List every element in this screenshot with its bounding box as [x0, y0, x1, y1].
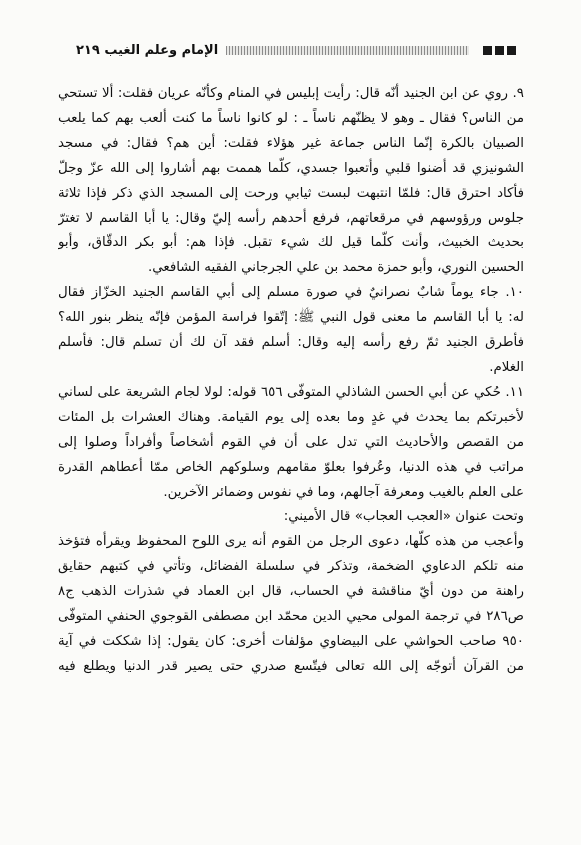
- text-line: منه تلكم الدعاوي الضخمة، وتذكر في سلسلة الفضائل، وتأتي في كتبهم حقايق: [58, 559, 524, 575]
- text-line: فأكاد احترق قال: فلمّا انتبهت لبست ثيابي ورحت إلى المسجد الذي ذكر فإذا ثلاثة: [58, 185, 524, 201]
- text-line: من القرآن أتوجّه إلى الله تعالى فيتّسع صدري حتى يصير قدر الدنيا ويطلع فيه: [58, 658, 524, 674]
- text-line: من الناس؟ فقال ـ وهو لا يظنّهم ناساً ـ : لو كانوا ناساً ما كنت ألعب بهم كما يلعب: [58, 110, 524, 126]
- page-body: [58, 82, 524, 680]
- ornament-square: [507, 46, 516, 55]
- ornament-square: [495, 46, 504, 55]
- header-ornament: [483, 46, 516, 55]
- text-line: الحسين النوري، وأبو حمزة محمد بن علي الجرجاني الفقيه الشافعي.: [147, 260, 524, 276]
- text-line: لأخبرتكم بما يحدث في غدٍ وما بعده إلى يوم القيامة. وهناك العشرات بل المئات: [58, 409, 524, 425]
- text-line: فأطرق الجنيد ثمّ رفع رأسه إليه وقال: أسلم فقد آن لك أن تسلم قال: فأسلم: [58, 335, 524, 351]
- text-line: جلوس ورؤوسهم في مرقعاتهم، فرفع أحدهم رأسه إليّ وقال: يا أبا القاسم لا تغترّ: [58, 210, 524, 226]
- text-line: الشونيزي قد أضنوا قلبي وأتعبوا جسدي، كلّما هممت بهم أشاروا إلى الله عزّ وجلّ: [58, 160, 524, 176]
- text-line: راهنة من دون أيّ مناقشة في الحساب، قال ابن العماد في شذرات الذهب ج٨: [58, 584, 524, 600]
- text-line: مراتب في هذه الدنيا، وعُرفوا بعلوّ مقامهم وسلوكهم الخاص ممّا أعطاهم القدرة: [58, 459, 524, 475]
- text-line: ٩٥٠ صاحب الحواشي على البيضاوي مؤلفات أخرى: كان يقول: إذا شككت في آية: [58, 633, 524, 649]
- text-line: ١١. حُكي عن أبي الحسن الشاذلي المتوفّى ٦٥٦ قوله: لولا لجام الشريعة على لساني: [58, 384, 524, 400]
- text-line: ١٠. جاء يوماً شابٌ نصرانيٌ في صورة مسلم إلى أبي القاسم الجنيد الخزّاز فقال: [58, 285, 524, 301]
- running-head: الإمام وعلم الغيب ٢١٩: [76, 42, 219, 58]
- text-line: له: يا أبا القاسم ما معنى قول النبي ﷺ: إتّقوا فراسة المؤمن فإنّه ينظر بنور الله؟: [58, 310, 524, 326]
- text-line: ٩. روي عن ابن الجنيد أنّه قال: رأيت إبليس في المنام وكأنّه عريان فقلت: ألا تستحي: [58, 86, 524, 101]
- text-line: الغلام.: [489, 359, 524, 375]
- page-header: [76, 40, 516, 60]
- text-line: من القصص والأحاديث التي تدل على أن في القوم أشخاصاً وأفراداً وصلوا إلى: [58, 434, 524, 450]
- text-line: بحديث الخبيث، وأنت كلّما قيل لك شيء تقبل. فإذا هم: أبو بكر الدقّاق، وأبو: [58, 235, 524, 251]
- text-line: على العلم بالغيب ومعرفة آجالهم، وما في نفوس وضمائر الآخرين.: [163, 484, 524, 500]
- header-rule: [226, 46, 469, 55]
- text-line: ص٢٨٦ في ترجمة المولى محيي الدين محمّد ابن مصطفى القوجوي الحنفي المتوفّى: [58, 609, 524, 625]
- ornament-square: [483, 46, 492, 55]
- text-line: وتحت عنوان «العجب العجاب» قال الأميني:: [283, 509, 524, 525]
- text-line: الصبيان بالكرة إنّما الناس جماعة غير هؤلاء فقلت: أين هم؟ فقال: في مسجد: [58, 135, 524, 151]
- text-line: وأعجب من هذه كلّها، دعوى الرجل من القوم أنه يرى اللوح المحفوظ ويقرأه فتؤخذ: [58, 534, 524, 550]
